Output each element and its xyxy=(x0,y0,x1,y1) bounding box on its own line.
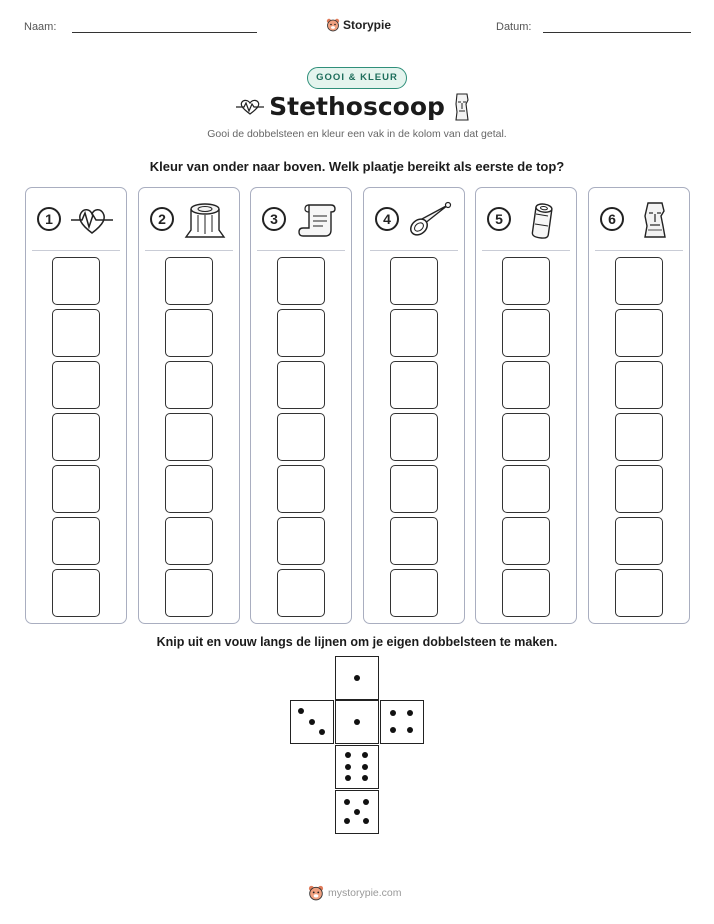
color-cell[interactable] xyxy=(165,257,213,305)
color-cell[interactable] xyxy=(615,309,663,357)
column-number: 6 xyxy=(600,207,624,231)
column-number: 3 xyxy=(262,207,286,231)
column-divider xyxy=(257,250,345,251)
color-cell[interactable] xyxy=(615,517,663,565)
column-header xyxy=(364,188,464,251)
moai-statue-icon xyxy=(633,200,677,240)
column-number: 2 xyxy=(150,207,174,231)
color-cell[interactable] xyxy=(277,517,325,565)
header xyxy=(0,18,714,38)
color-cell[interactable] xyxy=(52,569,100,617)
cut-instruction: Knip uit en vouw langs de lijnen om je eigen dobbelsteen te maken. xyxy=(156,635,558,649)
color-cell[interactable] xyxy=(52,413,100,461)
column-header xyxy=(589,188,689,251)
date-label: Datum: xyxy=(496,21,532,33)
die-pip xyxy=(309,719,315,725)
footer xyxy=(308,885,402,901)
color-cell[interactable] xyxy=(615,361,663,409)
die-face-3 xyxy=(290,700,334,744)
die-pip xyxy=(344,799,350,805)
column-5 xyxy=(475,187,577,624)
color-cell[interactable] xyxy=(165,569,213,617)
color-cell[interactable] xyxy=(502,569,550,617)
die-face-6 xyxy=(335,745,379,789)
color-cell[interactable] xyxy=(165,465,213,513)
die-pip xyxy=(354,719,360,725)
die-face-1 xyxy=(335,700,379,744)
activity-badge: GOOI & KLEUR xyxy=(307,67,407,89)
die-pip xyxy=(345,775,351,781)
column-4 xyxy=(363,187,465,624)
tree-stump-icon xyxy=(183,200,227,240)
column-3 xyxy=(250,187,352,624)
column-2 xyxy=(138,187,240,624)
color-cell[interactable] xyxy=(52,517,100,565)
color-cell[interactable] xyxy=(277,257,325,305)
scroll-icon xyxy=(295,200,339,240)
die-face-4 xyxy=(380,700,424,744)
brand-name: Storypie xyxy=(343,18,392,32)
color-cell[interactable] xyxy=(615,257,663,305)
color-cell[interactable] xyxy=(52,257,100,305)
column-1 xyxy=(25,187,127,624)
color-cell[interactable] xyxy=(502,413,550,461)
color-cell[interactable] xyxy=(277,569,325,617)
die-pip xyxy=(362,752,368,758)
column-divider xyxy=(370,250,458,251)
color-cell[interactable] xyxy=(165,361,213,409)
color-cell[interactable] xyxy=(390,309,438,357)
column-number: 5 xyxy=(487,207,511,231)
die-pip xyxy=(363,818,369,824)
column-number: 4 xyxy=(375,207,399,231)
die-pip xyxy=(354,675,360,681)
name-label: Naam: xyxy=(24,21,57,33)
date-line[interactable] xyxy=(543,32,691,33)
column-header xyxy=(251,188,351,251)
color-cell[interactable] xyxy=(390,569,438,617)
die-pip xyxy=(298,708,304,714)
color-cell[interactable] xyxy=(165,309,213,357)
color-cell[interactable] xyxy=(502,361,550,409)
color-cell[interactable] xyxy=(615,465,663,513)
color-cell[interactable] xyxy=(277,361,325,409)
die-pip xyxy=(407,710,413,716)
column-6 xyxy=(588,187,690,624)
die-pip xyxy=(362,764,368,770)
color-cell[interactable] xyxy=(615,413,663,461)
color-cell[interactable] xyxy=(615,569,663,617)
color-cell[interactable] xyxy=(277,413,325,461)
color-cell[interactable] xyxy=(502,465,550,513)
die-pip xyxy=(319,729,325,735)
die-pip xyxy=(363,799,369,805)
color-columns xyxy=(0,187,714,624)
color-cell[interactable] xyxy=(502,309,550,357)
color-cell[interactable] xyxy=(165,517,213,565)
color-cell[interactable] xyxy=(52,309,100,357)
paper-roll-icon xyxy=(520,200,564,240)
column-header xyxy=(26,188,126,251)
color-cell[interactable] xyxy=(390,465,438,513)
die-pip xyxy=(362,775,368,781)
brand-logo xyxy=(326,18,391,32)
die-face-5 xyxy=(335,790,379,834)
color-cell[interactable] xyxy=(277,309,325,357)
column-number: 1 xyxy=(37,207,61,231)
color-cell[interactable] xyxy=(52,465,100,513)
color-cell[interactable] xyxy=(502,257,550,305)
name-line[interactable] xyxy=(72,32,257,33)
column-header xyxy=(139,188,239,251)
die-pip xyxy=(345,752,351,758)
bear-icon xyxy=(326,18,340,32)
color-cell[interactable] xyxy=(390,413,438,461)
page-title: Stethoscoop xyxy=(269,92,445,121)
color-cell[interactable] xyxy=(52,361,100,409)
footer-url: mystorypie.com xyxy=(328,887,402,899)
die-pip xyxy=(344,818,350,824)
die-pip xyxy=(407,727,413,733)
column-divider xyxy=(595,250,683,251)
instruction: Kleur van onder naar boven. Welk plaatje bereikt als eerste de top? xyxy=(149,159,565,174)
color-cell[interactable] xyxy=(390,517,438,565)
color-cell[interactable] xyxy=(390,361,438,409)
moai-statue-icon xyxy=(452,92,472,122)
die-pip xyxy=(390,727,396,733)
bear-icon xyxy=(308,885,324,901)
die-pip xyxy=(345,764,351,770)
column-divider xyxy=(32,250,120,251)
color-cell[interactable] xyxy=(390,257,438,305)
column-header xyxy=(476,188,576,251)
color-cell[interactable] xyxy=(502,517,550,565)
die-pip xyxy=(354,809,360,815)
horn-icon xyxy=(408,200,452,240)
column-divider xyxy=(145,250,233,251)
color-cell[interactable] xyxy=(277,465,325,513)
subtitle: Gooi de dobbelsteen en kleur een vak in de kolom van dat getal. xyxy=(207,128,507,140)
die-pip xyxy=(390,710,396,716)
die-face-1 xyxy=(335,656,379,700)
color-cell[interactable] xyxy=(165,413,213,461)
heartbeat-icon xyxy=(70,200,114,240)
column-divider xyxy=(482,250,570,251)
